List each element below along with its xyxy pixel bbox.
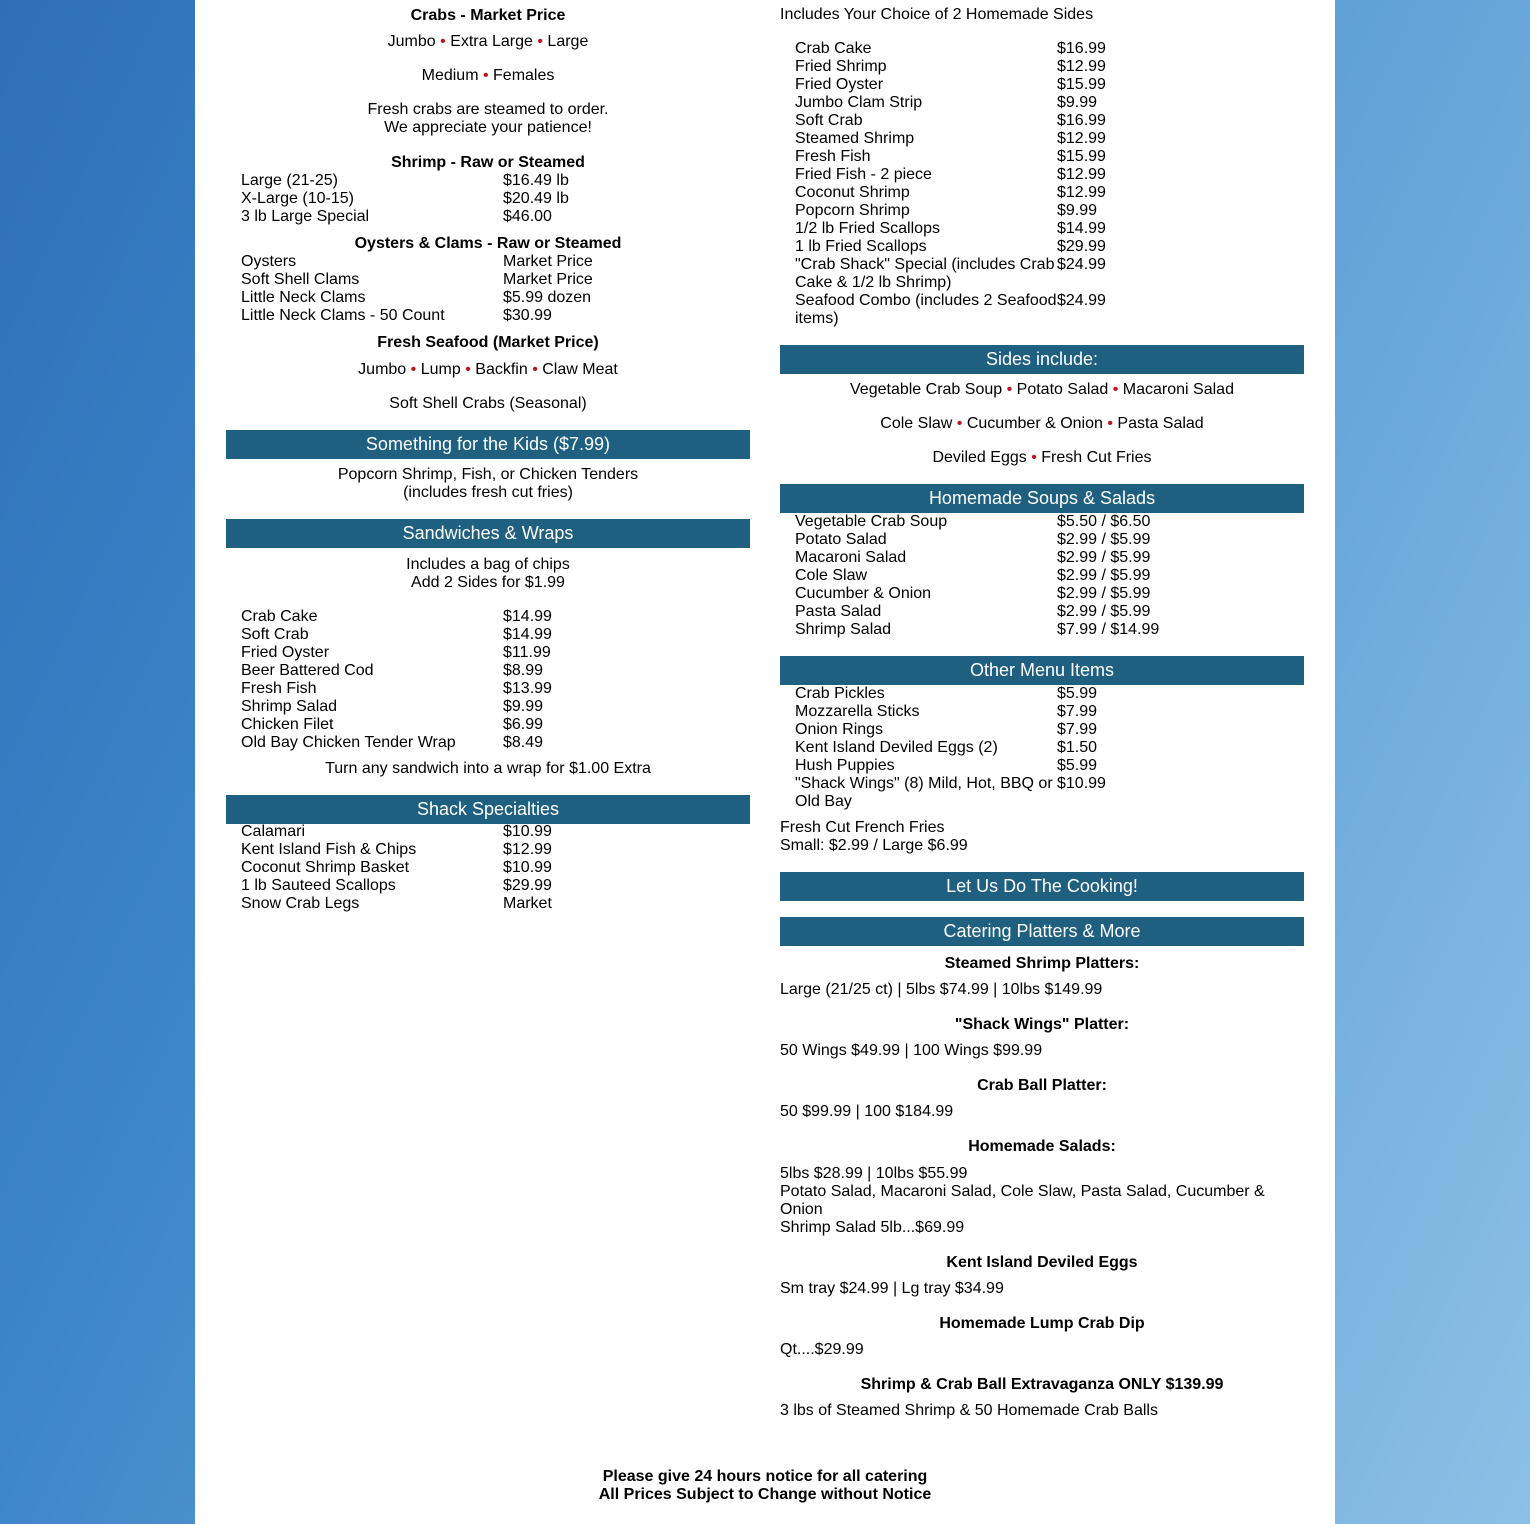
fries-line: Small: $2.99 / Large $6.99 [780,837,968,854]
item-price: $30.99 [503,307,552,324]
crab-size: Jumbo [387,33,436,50]
item-price: $12.99 [1057,166,1106,183]
item-price: $2.99 / $5.99 [1057,585,1151,602]
platters-list [795,40,1304,328]
item-price: $20.49 lb [503,190,569,207]
list-item [795,739,1304,757]
item-name: Soft Crab [241,626,309,643]
item-name: Large (21-25) [241,172,338,189]
list-item [795,76,1304,94]
item-price: $8.49 [503,734,544,751]
crab-size: Medium [421,67,479,84]
list-item [795,721,1304,739]
kids-line: (includes fresh cut fries) [403,484,573,501]
crab-size: Females [493,67,555,84]
item-name: Little Neck Clams [241,289,366,306]
kids-description [226,466,750,502]
footer-line: Please give 24 hours notice for all catering [602,1468,928,1485]
list-item [241,271,750,289]
item-price: $24.99 [1057,292,1106,309]
list-item [241,662,750,680]
seafood-type: Lump [420,361,461,378]
bullet-icon: • [440,33,446,50]
item-name: "Crab Shack" Special (includes Crab Cake & 1/2 lb Shrimp) [795,256,1055,291]
item-price: $16.99 [1057,40,1106,57]
item-name: Crab Pickles [795,685,885,702]
bullet-icon: • [465,361,471,378]
deviled-eggs-heading: Kent Island Deviled Eggs [946,1254,1138,1271]
item-name: Jumbo Clam Strip [795,94,923,111]
seafood-type: Jumbo [358,361,407,378]
item-name: Fresh Fish [795,148,871,165]
list-item [795,775,1304,811]
shrimp-platters-text: Large (21/25 ct) | 5lbs $74.99 | 10lbs $149.99 [780,981,1103,998]
fresh-seafood-types [226,361,750,379]
item-name: Shrimp Salad [795,621,892,638]
item-name: Shrimp Salad [241,698,338,715]
item-price: $5.99 dozen [503,289,592,306]
other-list [795,685,1304,811]
salads-line: Potato Salad, Macaroni Salad, Cole Slaw, Pasta Salad, Cucumber & Onion [780,1183,1265,1218]
list-item [241,208,750,226]
list-item [241,190,750,208]
item-price: Market [503,895,552,912]
shrimp-platters-heading: Steamed Shrimp Platters: [944,955,1140,972]
shrimp-list [241,172,750,226]
crabs-note-line: We appreciate your patience! [384,119,592,136]
item-price: $12.99 [1057,130,1106,147]
seafood-type: Claw Meat [542,361,618,378]
item-name: Soft Shell Clams [241,271,360,288]
item-name: Fresh Fish [241,680,317,697]
specialties-section-title: Shack Specialties [226,795,750,824]
crab-size: Extra Large [450,33,533,50]
soups-list [795,513,1304,639]
side-item: Cucumber & Onion [966,415,1103,432]
item-name: Crab Cake [795,40,872,57]
fries-line: Fresh Cut French Fries [780,819,945,836]
sides-row2 [780,415,1304,433]
item-price: $16.49 lb [503,172,569,189]
item-price: $10.99 [503,823,552,840]
item-price: $5.50 / $6.50 [1057,513,1151,530]
bullet-icon: • [482,67,489,84]
sides-section-title: Sides include: [780,345,1304,374]
crab-sizes-row2 [226,67,750,85]
list-item [241,307,750,325]
item-name: Cole Slaw [795,567,868,584]
list-item [241,823,750,841]
crabs-heading: Crabs - Market Price [410,7,566,24]
side-item: Pasta Salad [1117,415,1204,432]
item-name: Coconut Shrimp [795,184,910,201]
item-name: Kent Island Fish & Chips [241,841,417,858]
item-name: Onion Rings [795,721,884,738]
item-price: $2.99 / $5.99 [1057,549,1151,566]
item-price: $5.99 [1057,685,1098,702]
item-price: $10.99 [1057,775,1106,792]
sandwiches-note-line: Includes a bag of chips [406,556,570,573]
extravaganza-text: 3 lbs of Steamed Shrimp & 50 Homemade Crab Balls [780,1402,1158,1419]
list-item [241,859,750,877]
other-section-title: Other Menu Items [780,656,1304,685]
soft-shell-crabs: Soft Shell Crabs (Seasonal) [389,395,587,412]
wings-platter-heading: "Shack Wings" Platter: [954,1016,1130,1033]
bullet-icon: • [1006,381,1013,398]
item-price: $29.99 [1057,238,1106,255]
sandwiches-list [241,608,750,752]
bullet-icon: • [1107,415,1113,432]
item-name: Fried Shrimp [795,58,887,75]
item-name: Mozzarella Sticks [795,703,920,720]
item-price: $12.99 [503,841,552,858]
side-item: Macaroni Salad [1122,381,1234,398]
item-name: Beer Battered Cod [241,662,374,679]
item-price: $14.99 [1057,220,1106,237]
list-item [241,734,750,752]
side-item: Cole Slaw [880,415,953,432]
item-name: Calamari [241,823,306,840]
wings-platter-text: 50 Wings $49.99 | 100 Wings $99.99 [780,1042,1043,1059]
item-price: $1.50 [1057,739,1098,756]
crabs-note-line: Fresh crabs are steamed to order. [367,101,609,118]
specialties-list [241,823,750,913]
list-item [795,585,1304,603]
crab-ball-text: 50 $99.99 | 100 $184.99 [780,1103,954,1120]
item-price: $9.99 [1057,202,1098,219]
sandwiches-note [226,556,750,592]
item-price: $6.99 [503,716,544,733]
list-item [795,220,1304,238]
list-item [795,603,1304,621]
item-name: Cucumber & Onion [795,585,932,602]
item-price: Market Price [503,271,593,288]
item-name: Fried Oyster [241,644,330,661]
extravaganza-heading: Shrimp & Crab Ball Extravaganza ONLY $139.99 [860,1376,1224,1393]
seafood-type: Backfin [475,361,528,378]
item-price: $24.99 [1057,256,1106,273]
item-price: $7.99 [1057,721,1098,738]
sides-row1 [780,381,1304,399]
item-name: X-Large (10-15) [241,190,354,207]
list-item [241,626,750,644]
list-item [795,621,1304,639]
sandwiches-note-line: Add 2 Sides for $1.99 [411,574,565,591]
item-name: Vegetable Crab Soup [795,513,948,530]
item-price: $13.99 [503,680,552,697]
side-item: Vegetable Crab Soup [850,381,1003,398]
list-item [241,644,750,662]
item-name: 1/2 lb Fried Scallops [795,220,940,237]
platters-note: Includes Your Choice of 2 Homemade Sides [780,6,1094,23]
menu-page [195,0,1335,1524]
list-item [795,513,1304,531]
bullet-icon: • [956,415,963,432]
list-item [795,130,1304,148]
item-name: Popcorn Shrimp [795,202,910,219]
crabs-note [226,101,750,137]
item-price: $5.99 [1057,757,1098,774]
crab-ball-heading: Crab Ball Platter: [977,1077,1107,1094]
list-item [795,567,1304,585]
oysters-list [241,253,750,325]
crab-sizes-row1 [226,33,750,51]
item-price: $9.99 [503,698,544,715]
item-price: $7.99 / $14.99 [1057,621,1160,638]
item-price: $9.99 [1057,94,1098,111]
list-item [241,841,750,859]
item-price: $2.99 / $5.99 [1057,567,1151,584]
item-name: Chicken Filet [241,716,334,733]
cooking-section-title: Let Us Do The Cooking! [780,872,1304,901]
side-item: Potato Salad [1016,381,1109,398]
item-price: $2.99 / $5.99 [1057,603,1151,620]
sides-row3 [780,449,1304,467]
list-item [241,716,750,734]
list-item [241,608,750,626]
item-name: Crab Cake [241,608,318,625]
item-price: $12.99 [1057,58,1106,75]
item-name: Pasta Salad [795,603,882,620]
list-item [795,238,1304,256]
oysters-heading: Oysters & Clams - Raw or Steamed [354,235,622,252]
item-name: Hush Puppies [795,757,895,774]
item-name: Macaroni Salad [795,549,907,566]
item-name: 1 lb Sauteed Scallops [241,877,396,894]
kids-line: Popcorn Shrimp, Fish, or Chicken Tenders [337,466,639,483]
list-item [795,58,1304,76]
list-item [241,172,750,190]
item-price: $7.99 [1057,703,1098,720]
item-price: $15.99 [1057,76,1106,93]
item-price: $16.99 [1057,112,1106,129]
list-item [795,549,1304,567]
footer-line: All Prices Subject to Change without Notice [598,1486,932,1503]
item-name: Coconut Shrimp Basket [241,859,410,876]
list-item [241,253,750,271]
footer-notice [195,1468,1335,1504]
item-name: "Shack Wings" (8) Mild, Hot, BBQ or Old Bay [795,775,1053,810]
crab-size: Large [547,33,589,50]
item-name: 3 lb Large Special [241,208,370,225]
homemade-salads-text [780,1165,1304,1237]
sandwiches-section-title: Sandwiches & Wraps [226,519,750,548]
item-price: $15.99 [1057,148,1106,165]
soups-section-title: Homemade Soups & Salads [780,484,1304,513]
fresh-seafood-heading: Fresh Seafood (Market Price) [377,334,599,351]
item-name: Little Neck Clams - 50 Count [241,307,445,324]
item-name: Oysters [241,253,297,270]
crab-dip-text: Qt....$29.99 [780,1341,864,1358]
item-name: Fried Fish - 2 piece [795,166,932,183]
item-name: Old Bay Chicken Tender Wrap [241,734,456,751]
french-fries-note [780,819,1304,855]
item-price: $29.99 [503,877,552,894]
bullet-icon: • [532,361,538,378]
item-price: $10.99 [503,859,552,876]
list-item [795,112,1304,130]
crab-dip-heading: Homemade Lump Crab Dip [939,1315,1145,1332]
list-item [795,685,1304,703]
list-item [795,148,1304,166]
item-name: 1 lb Fried Scallops [795,238,927,255]
list-item [795,531,1304,549]
wrap-note: Turn any sandwich into a wrap for $1.00 Extra [325,760,651,777]
item-name: Potato Salad [795,531,887,548]
list-item [795,94,1304,112]
list-item [795,292,1304,328]
list-item [795,40,1304,58]
homemade-salads-heading: Homemade Salads: [968,1138,1116,1155]
list-item [241,877,750,895]
catering-section-title: Catering Platters & More [780,917,1304,946]
item-price: $46.00 [503,208,552,225]
salads-line: Shrimp Salad 5lb...$69.99 [780,1219,965,1236]
bullet-icon: • [537,33,543,50]
item-price: $14.99 [503,608,552,625]
item-price: $2.99 / $5.99 [1057,531,1151,548]
list-item [795,184,1304,202]
list-item [795,166,1304,184]
kids-section-title: Something for the Kids ($7.99) [226,430,750,459]
list-item [795,256,1304,292]
item-name: Steamed Shrimp [795,130,915,147]
deviled-eggs-text: Sm tray $24.99 | Lg tray $34.99 [780,1280,1004,1297]
list-item [795,757,1304,775]
item-price: $12.99 [1057,184,1106,201]
list-item [241,895,750,913]
bullet-icon: • [1112,381,1119,398]
item-price: $8.99 [503,662,544,679]
item-price: Market Price [503,253,593,270]
list-item [795,703,1304,721]
bullet-icon: • [410,361,417,378]
item-name: Fried Oyster [795,76,884,93]
item-name: Snow Crab Legs [241,895,360,912]
item-name: Soft Crab [795,112,863,129]
list-item [241,698,750,716]
item-price: $14.99 [503,626,552,643]
shrimp-heading: Shrimp - Raw or Steamed [391,154,585,171]
bullet-icon: • [1031,449,1037,466]
item-name: Kent Island Deviled Eggs (2) [795,739,998,756]
item-price: $11.99 [503,644,551,661]
side-item: Deviled Eggs [932,449,1027,466]
salads-line: 5lbs $28.99 | 10lbs $55.99 [780,1165,968,1182]
list-item [241,680,750,698]
list-item [795,202,1304,220]
item-name: Seafood Combo (includes 2 Seafood items) [795,292,1057,327]
list-item [241,289,750,307]
side-item: Fresh Cut Fries [1041,449,1152,466]
